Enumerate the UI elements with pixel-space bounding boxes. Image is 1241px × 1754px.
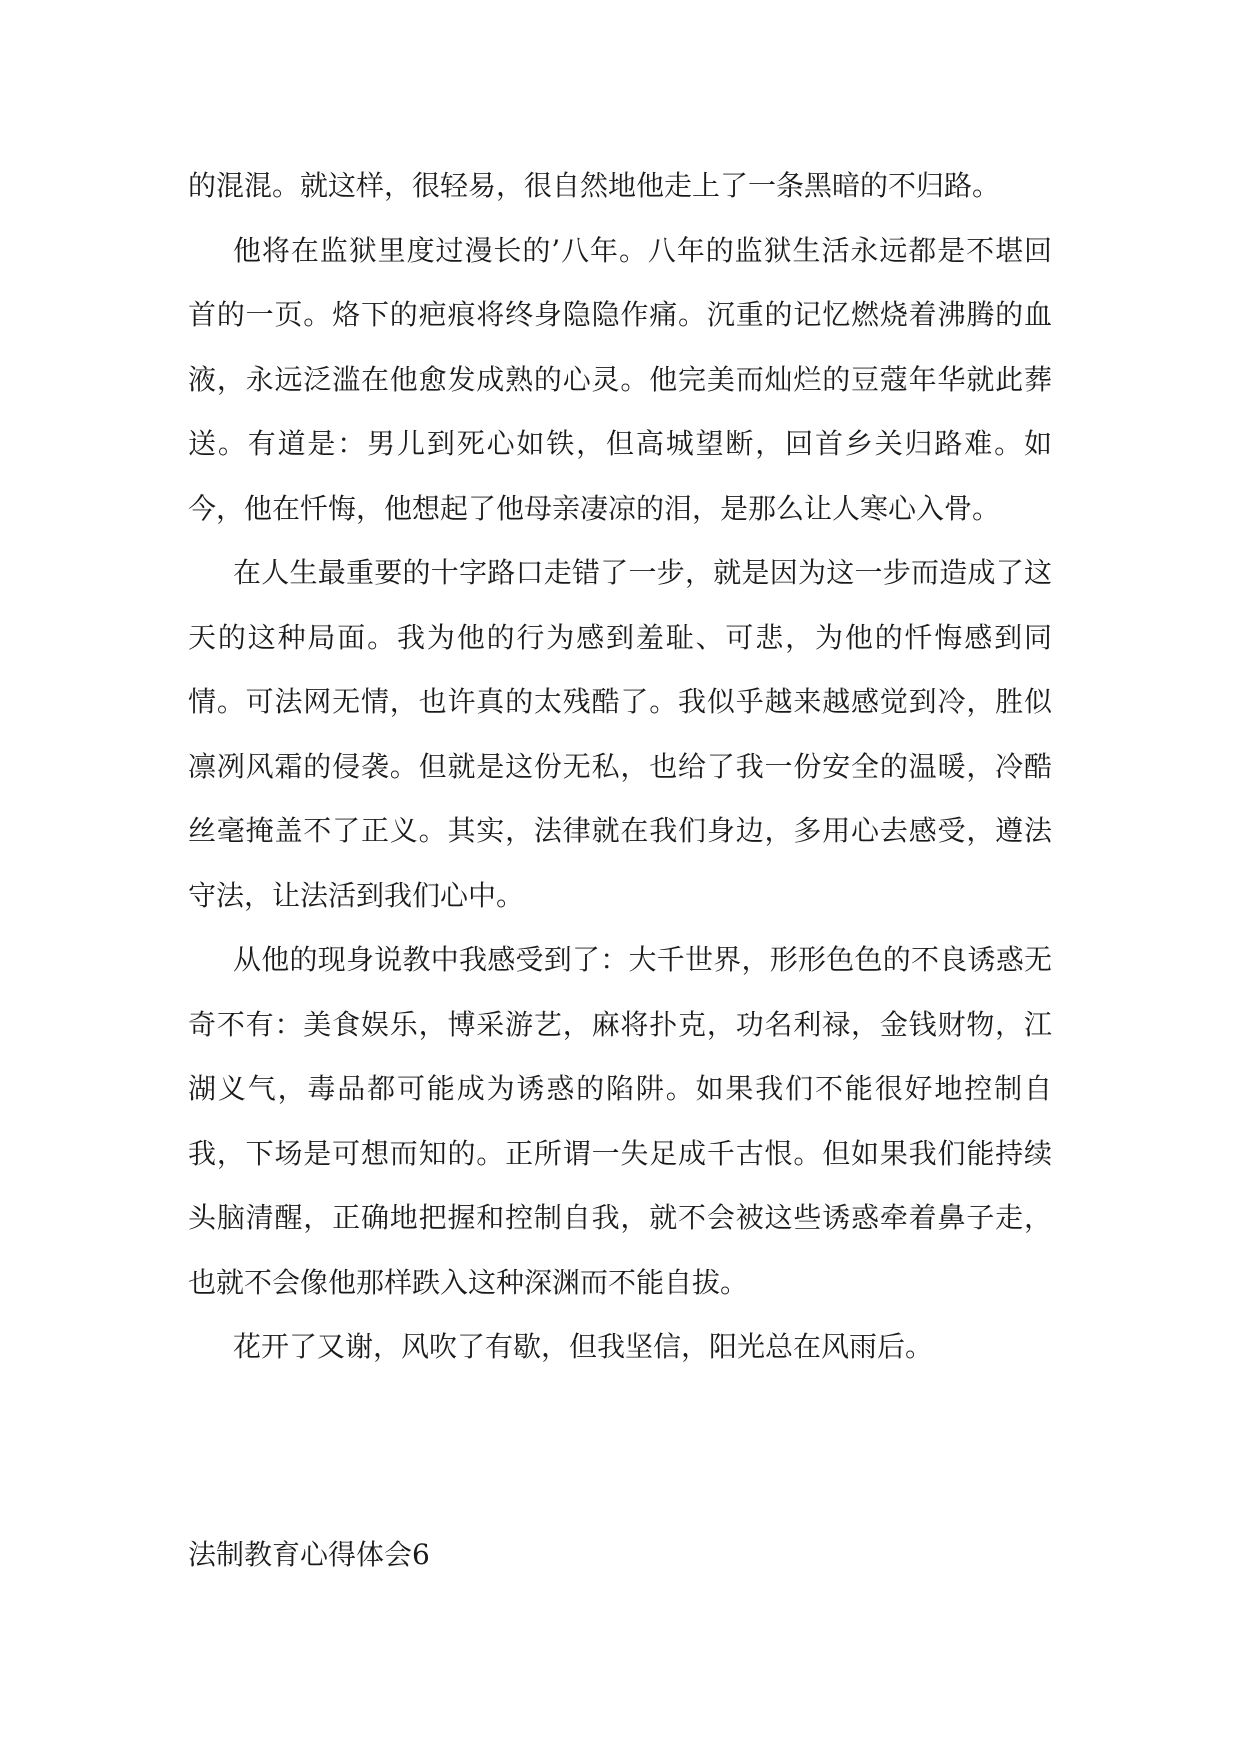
paragraph: 从他的现身说教中我感受到了：大千世界，形形色色的不良诱惑无奇不有：美食娱乐，博采游艺，麻将扑克，功名利禄，金钱财物，江湖义气，毒品都可能成为诱惑的陷阱。如果我们不能很好地控制自我，下场是可想而知的。正所谓一失足成千古恨。但如果我们能持续头脑清醒，正确地把握和控制自我，就不会被这些诱惑牵着鼻子走，也就不会像他那样跌入这种深渊而不能自拔。 [188, 943, 1052, 1299]
document-body [188, 154, 1052, 1380]
paragraph-continuation: 的混混。就这样，很轻易，很自然地他走上了一条黑暗的不归路。 [188, 169, 1001, 202]
section-heading: 法制教育心得体会6 [188, 1538, 430, 1571]
paragraph: 花开了又谢，风吹了有歇，但我坚信，阳光总在风雨后。 [233, 1330, 934, 1363]
paragraph: 在人生最重要的十字路口走错了一步，就是因为这一步而造成了这天的这种局面。我为他的行为感到羞耻、可悲，为他的忏悔感到同情。可法网无情，也许真的太残酷了。我似乎越来越感觉到冷，胜似凛冽风霜的侵袭。但就是这份无私，也给了我一份安全的温暖，冷酷丝毫掩盖不了正义。其实，法律就在我们身边，多用心去感受，遵法守法，让法活到我们心中。 [188, 556, 1052, 912]
paragraph: 他将在监狱里度过漫长的’八年。八年的监狱生活永远都是不堪回首的一页。烙下的疤痕将终身隐隐作痛。沉重的记忆燃烧着沸腾的血液，永远泛滥在他愈发成熟的心灵。他完美而灿烂的豆蔻年华就此葬送。有道是：男儿到死心如铁，但高城望断，回首乡关归路难。如今，他在忏悔，他想起了他母亲凄凉的泪，是那么让人寒心入骨。 [188, 233, 1052, 525]
